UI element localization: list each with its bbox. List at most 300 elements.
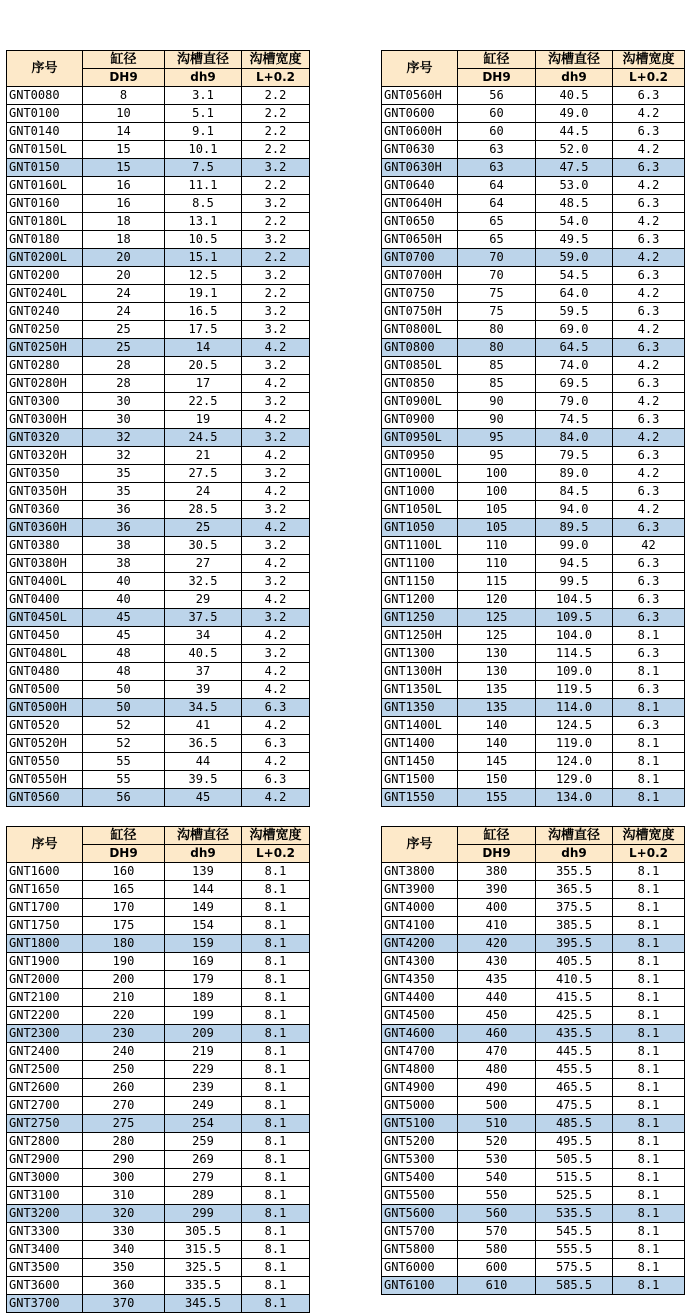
bore-cell: 160 xyxy=(83,863,165,881)
table-row xyxy=(7,465,310,483)
table-row xyxy=(382,159,685,177)
table-row xyxy=(7,195,310,213)
model-cell: GNT1450 xyxy=(382,753,458,771)
bore-cell: 100 xyxy=(458,465,536,483)
model-cell: GNT0500H xyxy=(7,699,83,717)
groove-dia-cell: 48.5 xyxy=(536,195,613,213)
table-row xyxy=(382,285,685,303)
bore-cell: 24 xyxy=(83,303,165,321)
model-cell: GNT3300 xyxy=(7,1223,83,1241)
groove-width-cell: 8.1 xyxy=(242,1277,310,1295)
header-index: 序号 xyxy=(7,51,83,87)
table-row xyxy=(382,1169,685,1187)
table-row xyxy=(7,663,310,681)
model-cell: GNT5300 xyxy=(382,1151,458,1169)
bore-cell: 40 xyxy=(83,573,165,591)
table-row xyxy=(382,1097,685,1115)
groove-width-cell: 4.2 xyxy=(613,105,685,123)
model-cell: GNT0850L xyxy=(382,357,458,375)
model-cell: GNT3100 xyxy=(7,1187,83,1205)
groove-width-cell: 2.2 xyxy=(242,213,310,231)
table-row xyxy=(7,1043,310,1061)
bore-cell: 370 xyxy=(83,1295,165,1313)
model-cell: GNT0100 xyxy=(7,105,83,123)
groove-dia-cell: 59.5 xyxy=(536,303,613,321)
bore-cell: 110 xyxy=(458,537,536,555)
model-cell: GNT1300 xyxy=(382,645,458,663)
table-row xyxy=(382,681,685,699)
groove-dia-cell: 199 xyxy=(165,1007,242,1025)
table-row xyxy=(7,1097,310,1115)
model-cell: GNT2400 xyxy=(7,1043,83,1061)
groove-dia-cell: 30.5 xyxy=(165,537,242,555)
model-cell: GNT0250 xyxy=(7,321,83,339)
groove-dia-cell: 69.0 xyxy=(536,321,613,339)
model-cell: GNT5800 xyxy=(382,1241,458,1259)
table-row xyxy=(382,1151,685,1169)
groove-width-cell: 4.2 xyxy=(613,213,685,231)
groove-dia-cell: 59.0 xyxy=(536,249,613,267)
bore-cell: 470 xyxy=(458,1043,536,1061)
groove-width-cell: 8.1 xyxy=(613,1169,685,1187)
model-cell: GNT0550H xyxy=(7,771,83,789)
groove-width-cell: 4.2 xyxy=(613,357,685,375)
table-row xyxy=(7,177,310,195)
groove-width-cell: 8.1 xyxy=(613,1043,685,1061)
groove-width-cell: 4.2 xyxy=(242,375,310,393)
groove-dia-cell: 89.0 xyxy=(536,465,613,483)
table-row xyxy=(382,447,685,465)
groove-width-cell: 6.3 xyxy=(613,483,685,501)
groove-dia-cell: 40.5 xyxy=(536,87,613,105)
groove-width-cell: 8.1 xyxy=(242,1205,310,1223)
groove-dia-cell: 22.5 xyxy=(165,393,242,411)
groove-dia-cell: 109.0 xyxy=(536,663,613,681)
model-cell: GNT3400 xyxy=(7,1241,83,1259)
model-cell: GNT1000 xyxy=(382,483,458,501)
header-bore-tol: DH9 xyxy=(83,69,165,87)
table-row xyxy=(382,321,685,339)
bore-cell: 135 xyxy=(458,699,536,717)
groove-dia-cell: 27.5 xyxy=(165,465,242,483)
groove-dia-cell: 525.5 xyxy=(536,1187,613,1205)
model-cell: GNT0180 xyxy=(7,231,83,249)
groove-dia-cell: 37 xyxy=(165,663,242,681)
table-row xyxy=(7,591,310,609)
table-row xyxy=(7,411,310,429)
table-row xyxy=(7,303,310,321)
model-cell: GNT0280 xyxy=(7,357,83,375)
model-cell: GNT1300H xyxy=(382,663,458,681)
groove-dia-cell: 54.5 xyxy=(536,267,613,285)
groove-dia-cell: 44.5 xyxy=(536,123,613,141)
groove-dia-cell: 34 xyxy=(165,627,242,645)
groove-dia-cell: 139 xyxy=(165,863,242,881)
groove-width-cell: 2.2 xyxy=(242,249,310,267)
groove-width-cell: 8.1 xyxy=(613,989,685,1007)
bore-cell: 510 xyxy=(458,1115,536,1133)
bore-cell: 250 xyxy=(83,1061,165,1079)
model-cell: GNT0300 xyxy=(7,393,83,411)
model-cell: GNT1750 xyxy=(7,917,83,935)
bore-cell: 45 xyxy=(83,627,165,645)
table-row xyxy=(382,1025,685,1043)
table-row xyxy=(382,899,685,917)
bore-cell: 105 xyxy=(458,501,536,519)
table-row xyxy=(7,519,310,537)
groove-dia-cell: 149 xyxy=(165,899,242,917)
model-cell: GNT6000 xyxy=(382,1259,458,1277)
groove-dia-cell: 114.0 xyxy=(536,699,613,717)
groove-dia-cell: 385.5 xyxy=(536,917,613,935)
model-cell: GNT0560H xyxy=(382,87,458,105)
model-cell: GNT3900 xyxy=(382,881,458,899)
groove-width-cell: 8.1 xyxy=(613,899,685,917)
bore-cell: 63 xyxy=(458,159,536,177)
groove-width-cell: 6.3 xyxy=(613,681,685,699)
groove-width-cell: 8.1 xyxy=(242,1043,310,1061)
bore-cell: 52 xyxy=(83,717,165,735)
table-body xyxy=(7,863,310,1313)
bore-cell: 56 xyxy=(458,87,536,105)
bore-cell: 140 xyxy=(458,735,536,753)
bore-cell: 95 xyxy=(458,429,536,447)
groove-width-cell: 8.1 xyxy=(242,989,310,1007)
table-row xyxy=(382,573,685,591)
groove-width-cell: 8.1 xyxy=(242,1133,310,1151)
groove-width-cell: 3.2 xyxy=(242,267,310,285)
header-bore: 缸径 xyxy=(458,51,536,69)
table-row xyxy=(7,717,310,735)
groove-width-cell: 3.2 xyxy=(242,645,310,663)
table-row xyxy=(7,213,310,231)
header-groove-dia: 沟槽直径 xyxy=(165,827,242,845)
bore-cell: 50 xyxy=(83,699,165,717)
model-cell: GNT0600H xyxy=(382,123,458,141)
table-row xyxy=(7,753,310,771)
groove-width-cell: 8.1 xyxy=(613,1187,685,1205)
table-row xyxy=(382,935,685,953)
table-row xyxy=(7,123,310,141)
bore-cell: 75 xyxy=(458,285,536,303)
groove-width-cell: 8.1 xyxy=(613,1205,685,1223)
model-cell: GNT0750H xyxy=(382,303,458,321)
model-cell: GNT4300 xyxy=(382,953,458,971)
table-row xyxy=(7,1259,310,1277)
groove-dia-cell: 535.5 xyxy=(536,1205,613,1223)
bore-cell: 95 xyxy=(458,447,536,465)
table-row xyxy=(382,123,685,141)
model-cell: GNT0250H xyxy=(7,339,83,357)
groove-dia-cell: 219 xyxy=(165,1043,242,1061)
groove-dia-cell: 395.5 xyxy=(536,935,613,953)
groove-dia-cell: 3.1 xyxy=(165,87,242,105)
groove-width-cell: 6.3 xyxy=(242,699,310,717)
table-row xyxy=(382,917,685,935)
header-bore: 缸径 xyxy=(83,51,165,69)
groove-width-cell: 8.1 xyxy=(613,1061,685,1079)
model-cell: GNT5000 xyxy=(382,1097,458,1115)
bore-cell: 105 xyxy=(458,519,536,537)
bore-cell: 38 xyxy=(83,555,165,573)
groove-dia-cell: 555.5 xyxy=(536,1241,613,1259)
model-cell: GNT1600 xyxy=(7,863,83,881)
bore-cell: 75 xyxy=(458,303,536,321)
groove-width-cell: 3.2 xyxy=(242,357,310,375)
bore-cell: 20 xyxy=(83,249,165,267)
groove-width-cell: 4.2 xyxy=(242,753,310,771)
model-cell: GNT0200 xyxy=(7,267,83,285)
model-cell: GNT1700 xyxy=(7,899,83,917)
table-row xyxy=(7,627,310,645)
groove-dia-cell: 41 xyxy=(165,717,242,735)
header-groove-width-tol: L+0.2 xyxy=(613,845,685,863)
groove-width-cell: 4.2 xyxy=(613,285,685,303)
groove-dia-cell: 585.5 xyxy=(536,1277,613,1295)
bore-cell: 63 xyxy=(458,141,536,159)
bore-cell: 15 xyxy=(83,159,165,177)
bore-cell: 55 xyxy=(83,771,165,789)
bore-cell: 600 xyxy=(458,1259,536,1277)
groove-dia-cell: 249 xyxy=(165,1097,242,1115)
groove-dia-cell: 37.5 xyxy=(165,609,242,627)
table-row xyxy=(7,881,310,899)
model-cell: GNT4350 xyxy=(382,971,458,989)
model-cell: GNT0650 xyxy=(382,213,458,231)
groove-width-cell: 6.3 xyxy=(613,303,685,321)
groove-width-cell: 3.2 xyxy=(242,573,310,591)
model-cell: GNT0480 xyxy=(7,663,83,681)
bore-cell: 65 xyxy=(458,213,536,231)
groove-width-cell: 8.1 xyxy=(613,1079,685,1097)
groove-width-cell: 6.3 xyxy=(613,573,685,591)
groove-width-cell: 8.1 xyxy=(242,1061,310,1079)
bore-cell: 25 xyxy=(83,339,165,357)
groove-width-cell: 8.1 xyxy=(242,1241,310,1259)
model-cell: GNT2200 xyxy=(7,1007,83,1025)
bore-cell: 70 xyxy=(458,249,536,267)
header-groove-width-tol: L+0.2 xyxy=(613,69,685,87)
groove-dia-cell: 345.5 xyxy=(165,1295,242,1313)
groove-width-cell: 6.3 xyxy=(613,609,685,627)
groove-dia-cell: 239 xyxy=(165,1079,242,1097)
groove-width-cell: 6.3 xyxy=(613,87,685,105)
groove-dia-cell: 28.5 xyxy=(165,501,242,519)
bore-cell: 90 xyxy=(458,393,536,411)
groove-dia-cell: 64.0 xyxy=(536,285,613,303)
groove-dia-cell: 25 xyxy=(165,519,242,537)
bore-cell: 175 xyxy=(83,917,165,935)
table-row xyxy=(382,989,685,1007)
groove-width-cell: 6.3 xyxy=(613,123,685,141)
groove-width-cell: 8.1 xyxy=(613,1097,685,1115)
model-cell: GNT0280H xyxy=(7,375,83,393)
groove-dia-cell: 159 xyxy=(165,935,242,953)
table-row xyxy=(382,1079,685,1097)
table-row xyxy=(7,285,310,303)
table-row xyxy=(382,195,685,213)
table-row xyxy=(7,1079,310,1097)
model-cell: GNT1150 xyxy=(382,573,458,591)
groove-width-cell: 8.1 xyxy=(613,881,685,899)
model-cell: GNT0650H xyxy=(382,231,458,249)
model-cell: GNT4400 xyxy=(382,989,458,1007)
bore-cell: 140 xyxy=(458,717,536,735)
model-cell: GNT0500 xyxy=(7,681,83,699)
groove-width-cell: 6.3 xyxy=(242,735,310,753)
bore-cell: 490 xyxy=(458,1079,536,1097)
bore-cell: 400 xyxy=(458,899,536,917)
table-row xyxy=(382,105,685,123)
groove-width-cell: 3.2 xyxy=(242,393,310,411)
groove-dia-cell: 254 xyxy=(165,1115,242,1133)
groove-dia-cell: 475.5 xyxy=(536,1097,613,1115)
header-groove-dia: 沟槽直径 xyxy=(165,51,242,69)
groove-width-cell: 6.3 xyxy=(613,159,685,177)
groove-width-cell: 2.2 xyxy=(242,177,310,195)
table-row xyxy=(382,1187,685,1205)
groove-dia-cell: 19 xyxy=(165,411,242,429)
model-cell: GNT0950L xyxy=(382,429,458,447)
groove-width-cell: 8.1 xyxy=(613,663,685,681)
model-cell: GNT0150 xyxy=(7,159,83,177)
bore-cell: 240 xyxy=(83,1043,165,1061)
bore-cell: 150 xyxy=(458,771,536,789)
bore-cell: 28 xyxy=(83,357,165,375)
table-row xyxy=(382,249,685,267)
groove-dia-cell: 485.5 xyxy=(536,1115,613,1133)
model-cell: GNT1000L xyxy=(382,465,458,483)
groove-dia-cell: 410.5 xyxy=(536,971,613,989)
table-row xyxy=(382,863,685,881)
bore-cell: 280 xyxy=(83,1133,165,1151)
table-row xyxy=(7,899,310,917)
groove-dia-cell: 325.5 xyxy=(165,1259,242,1277)
header-groove-dia-tol: dh9 xyxy=(165,845,242,863)
model-cell: GNT1050L xyxy=(382,501,458,519)
bore-cell: 85 xyxy=(458,375,536,393)
table-row xyxy=(7,789,310,807)
bore-cell: 14 xyxy=(83,123,165,141)
bore-cell: 135 xyxy=(458,681,536,699)
bore-cell: 55 xyxy=(83,753,165,771)
bore-cell: 610 xyxy=(458,1277,536,1295)
model-cell: GNT0380 xyxy=(7,537,83,555)
table-row xyxy=(382,393,685,411)
groove-width-cell: 8.1 xyxy=(613,1007,685,1025)
header-bore: 缸径 xyxy=(83,827,165,845)
bore-cell: 130 xyxy=(458,663,536,681)
groove-width-cell: 8.1 xyxy=(613,789,685,807)
groove-width-cell: 3.2 xyxy=(242,321,310,339)
groove-width-cell: 4.2 xyxy=(242,591,310,609)
table-row xyxy=(7,375,310,393)
bore-cell: 340 xyxy=(83,1241,165,1259)
bore-cell: 310 xyxy=(83,1187,165,1205)
model-cell: GNT0380H xyxy=(7,555,83,573)
groove-dia-cell: 305.5 xyxy=(165,1223,242,1241)
groove-dia-cell: 124.0 xyxy=(536,753,613,771)
bore-cell: 155 xyxy=(458,789,536,807)
model-cell: GNT4500 xyxy=(382,1007,458,1025)
groove-width-cell: 2.2 xyxy=(242,105,310,123)
bore-cell: 300 xyxy=(83,1169,165,1187)
groove-width-cell: 3.2 xyxy=(242,609,310,627)
groove-dia-cell: 269 xyxy=(165,1151,242,1169)
groove-width-cell: 6.3 xyxy=(613,591,685,609)
groove-width-cell: 2.2 xyxy=(242,141,310,159)
model-cell: GNT5500 xyxy=(382,1187,458,1205)
groove-dia-cell: 545.5 xyxy=(536,1223,613,1241)
bore-cell: 40 xyxy=(83,591,165,609)
bore-cell: 275 xyxy=(83,1115,165,1133)
model-cell: GNT2700 xyxy=(7,1097,83,1115)
model-cell: GNT3000 xyxy=(7,1169,83,1187)
header-index: 序号 xyxy=(7,827,83,863)
bore-cell: 48 xyxy=(83,645,165,663)
table-row xyxy=(7,501,310,519)
bore-cell: 64 xyxy=(458,195,536,213)
model-cell: GNT1800 xyxy=(7,935,83,953)
model-cell: GNT5100 xyxy=(382,1115,458,1133)
groove-dia-cell: 279 xyxy=(165,1169,242,1187)
groove-dia-cell: 119.5 xyxy=(536,681,613,699)
groove-dia-cell: 445.5 xyxy=(536,1043,613,1061)
table-row xyxy=(382,429,685,447)
header-groove-dia-tol: dh9 xyxy=(536,69,613,87)
groove-dia-cell: 34.5 xyxy=(165,699,242,717)
groove-width-cell: 8.1 xyxy=(613,1223,685,1241)
groove-width-cell: 4.2 xyxy=(613,429,685,447)
bore-cell: 500 xyxy=(458,1097,536,1115)
groove-dia-cell: 36.5 xyxy=(165,735,242,753)
header-index: 序号 xyxy=(382,827,458,863)
table-row xyxy=(7,105,310,123)
groove-width-cell: 8.1 xyxy=(613,935,685,953)
model-cell: GNT0240L xyxy=(7,285,83,303)
groove-dia-cell: 14 xyxy=(165,339,242,357)
table-row xyxy=(382,177,685,195)
groove-width-cell: 4.2 xyxy=(242,555,310,573)
model-cell: GNT0140 xyxy=(7,123,83,141)
bore-cell: 350 xyxy=(83,1259,165,1277)
model-cell: GNT1250 xyxy=(382,609,458,627)
model-cell: GNT0950 xyxy=(382,447,458,465)
groove-dia-cell: 154 xyxy=(165,917,242,935)
groove-width-cell: 4.2 xyxy=(613,393,685,411)
groove-width-cell: 4.2 xyxy=(613,465,685,483)
groove-width-cell: 4.2 xyxy=(242,789,310,807)
table-row xyxy=(7,141,310,159)
groove-width-cell: 3.2 xyxy=(242,195,310,213)
bore-cell: 130 xyxy=(458,645,536,663)
groove-dia-cell: 32.5 xyxy=(165,573,242,591)
bore-cell: 380 xyxy=(458,863,536,881)
bore-cell: 460 xyxy=(458,1025,536,1043)
table-row xyxy=(7,267,310,285)
groove-dia-cell: 99.5 xyxy=(536,573,613,591)
bore-cell: 18 xyxy=(83,231,165,249)
bore-cell: 32 xyxy=(83,447,165,465)
bore-cell: 16 xyxy=(83,195,165,213)
groove-dia-cell: 415.5 xyxy=(536,989,613,1007)
groove-width-cell: 8.1 xyxy=(613,953,685,971)
groove-dia-cell: 124.5 xyxy=(536,717,613,735)
table-row xyxy=(7,87,310,105)
model-cell: GNT0150L xyxy=(7,141,83,159)
groove-dia-cell: 64.5 xyxy=(536,339,613,357)
groove-width-cell: 6.3 xyxy=(613,555,685,573)
